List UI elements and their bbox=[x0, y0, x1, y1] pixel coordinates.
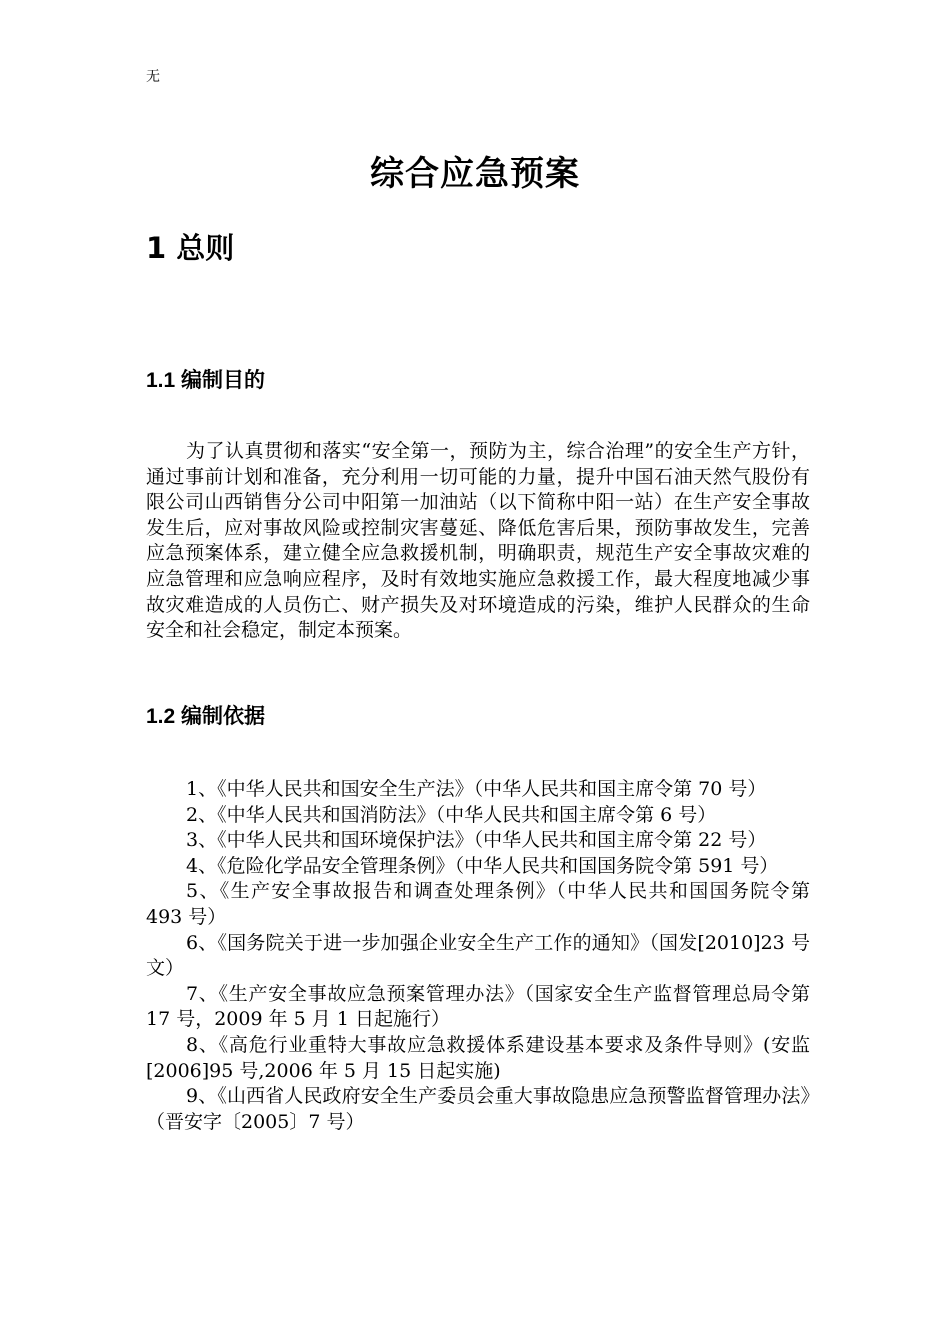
basis-item: 1、《中华人民共和国安全生产法》（中华人民共和国主席令第 70 号） bbox=[186, 778, 767, 800]
basis-item: 8、《高危行业重特大事故应急救援体系建设基本要求及条件导则》(安监[2006]95 号,2006 年 5 月 15 日起实施) bbox=[146, 1033, 810, 1082]
basis-item: 5、《生产安全事故报告和调查处理条例》（中华人民共和国国务院令第 493 号） bbox=[146, 880, 810, 928]
header-mark: 无 bbox=[146, 69, 160, 85]
basis-item: 4、《危险化学品安全管理条例》（中华人民共和国国务院令第 591 号） bbox=[186, 854, 779, 877]
basis-list bbox=[146, 777, 810, 1135]
chapter-title: 1 总则 bbox=[146, 231, 235, 265]
section-heading-purpose: 1.1 编制目的 bbox=[146, 369, 266, 392]
document-title: 综合应急预案 bbox=[370, 154, 580, 194]
section-heading-basis: 1.2 编制依据 bbox=[146, 705, 266, 728]
basis-item: 3、《中华人民共和国环境保护法》（中华人民共和国主席令第 22 号） bbox=[186, 829, 767, 852]
purpose-paragraph: 为了认真贯彻和落实“安全第一，预防为主，综合治理”的安全生产方针，通过事前计划和准备，充分利用一切可能的力量，提升中国石油天然气股份有限公司山西销售分公司中阳第一加油站（以下简称中阳一站）在生产安全事故发生后，应对事故风险或控制灾害蔓延、降低危害后果，预防事故发生，完善应急预案体系，建立健全应急救援机制，明确职责，规范生产安全事故灾难的应急管理和应急响应程序，及时有效地实施应急救援工作，最大程度地减少事故灾难造成的人员伤亡、财产损失及对环境造成的污染，维护人民群众的生命安全和社会稳定，制定本预案。 bbox=[146, 440, 810, 642]
basis-item: 7、《生产安全事故应急预案管理办法》（国家安全生产监督管理总局令第 17 号，2009 年 5 月 1 日起施行） bbox=[146, 982, 810, 1031]
basis-item: 9、《山西省人民政府安全生产委员会重大事故隐患应急预警监督管理办法》（晋安字〔2005〕7 号） bbox=[146, 1085, 810, 1133]
basis-item: 6、《国务院关于进一步加强企业安全生产工作的通知》（国发[2010]23 号文） bbox=[146, 931, 810, 980]
basis-item: 2、《中华人民共和国消防法》（中华人民共和国主席令第 6 号） bbox=[186, 803, 717, 826]
